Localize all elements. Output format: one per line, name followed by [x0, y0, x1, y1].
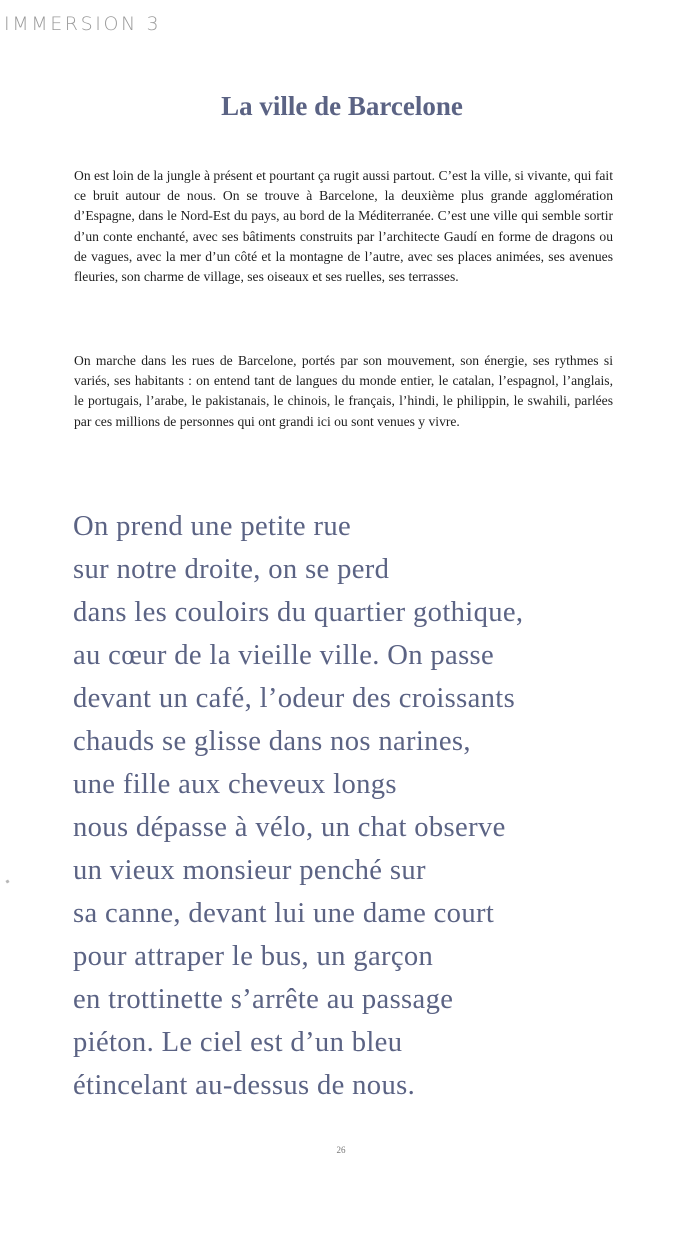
- large-text-line: devant un café, l’odeur des croissants: [73, 683, 516, 714]
- large-text-line: dans les couloirs du quartier gothique,: [73, 597, 524, 628]
- large-text-line: étincelant au-dessus de nous.: [73, 1070, 416, 1101]
- large-text-line: un vieux monsieur penché sur: [73, 855, 426, 886]
- large-text-line: nous dépasse à vélo, un chat observe: [73, 812, 506, 843]
- body-paragraph-1: On est loin de la jungle à présent et pourtant ça rugit aussi partout. C’est la ville, si vivante, qui fait ce bruit autour de nous. On se trouve à Barcelone, la deuxième plus grande agglomération d’Espagne, dans le Nord-Est du pays, au bord de la Méditerranée. C’est une ville qui semble sortir d’un conte enchanté, avec ses bâtiments construits par l’architecte Gaudí en forme de dragons ou de vagues, avec la mer d’un côté et la montagne de l’autre, avec ses places animées, ses avenues fleuries, son charme de village, ses oiseaux et ses ruelles, ses terrasses.: [74, 168, 613, 285]
- large-text-line: pour attraper le bus, un garçon: [73, 941, 434, 972]
- scan-speck: [5, 879, 9, 883]
- large-text-line: au cœur de la vieille ville. On passe: [73, 640, 495, 671]
- page-number: 26: [336, 1145, 346, 1155]
- running-head: IMMERSION 3: [4, 13, 162, 35]
- large-text-line: On prend une petite rue: [73, 511, 352, 542]
- large-text-passage: [73, 505, 673, 1107]
- large-text-line: chauds se glisse dans nos narines,: [73, 726, 471, 757]
- large-text-line: en trottinette s’arrête au passage: [73, 984, 454, 1015]
- page-title: La ville de Barcelone: [221, 91, 463, 121]
- large-text-line: sur notre droite, on se perd: [73, 554, 390, 585]
- large-text-line: sa canne, devant lui une dame court: [73, 898, 495, 929]
- body-paragraph-2: On marche dans les rues de Barcelone, portés par son mouvement, son énergie, ses rythmes si variés, ses habitants : on entend tant de langues du monde entier, le catalan, l’espagnol, l’anglais, le portugais, l’arabe, le pakistanais, le chinois, le français, l’hindi, le philippin, le swahili, parlées par ces millions de personnes qui ont grandi ici ou sont venues y vivre.: [74, 353, 613, 429]
- large-text-line: piéton. Le ciel est d’un bleu: [73, 1027, 403, 1058]
- large-text-line: une fille aux cheveux longs: [73, 769, 397, 800]
